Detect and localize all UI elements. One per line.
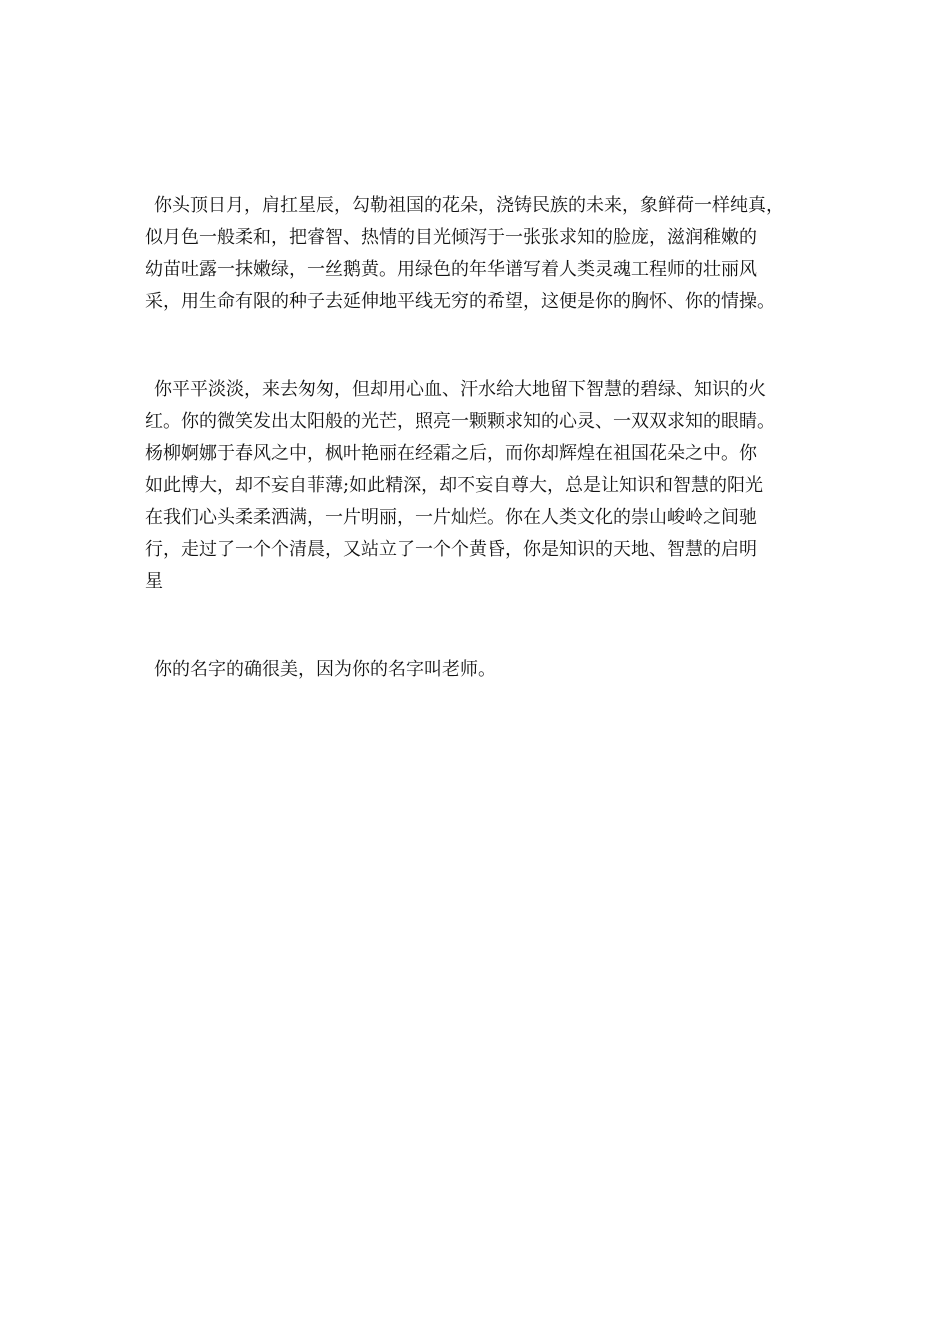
paragraph-3 [145, 654, 825, 686]
text-line: 星 [145, 571, 163, 592]
text-line: 似月色一般柔和，把睿智、热情的目光倾泻于一张张求知的脸庞，滋润稚嫩的 [145, 227, 757, 248]
text-line: 幼苗吐露一抹嫩绿，一丝鹅黄。用绿色的年华谱写着人类灵魂工程师的壮丽风 [145, 259, 757, 280]
text-line: 行，走过了一个个清晨，又站立了一个个黄昏，你是知识的天地、智慧的启明 [145, 539, 757, 560]
text-line: 杨柳婀娜于春风之中，枫叶艳丽在经霜之后，而你却辉煌在祖国花朵之中。你 [145, 443, 757, 464]
text-line: 在我们心头柔柔洒满，一片明丽，一片灿烂。你在人类文化的崇山峻岭之间驰 [145, 507, 757, 528]
document-body [145, 190, 825, 686]
paragraph-1 [145, 190, 825, 318]
text-line: 红。你的微笑发出太阳般的光芒，照亮一颗颗求知的心灵、一双双求知的眼睛。 [145, 411, 775, 432]
text-line: 你平平淡淡，来去匆匆，但却用心血、汗水给大地留下智慧的碧绿、知识的火 [154, 379, 766, 400]
text-line: 你的名字的确很美，因为你的名字叫老师。 [154, 659, 496, 680]
text-line: 采，用生命有限的种子去延伸地平线无穷的希望，这便是你的胸怀、你的情操。 [145, 291, 775, 312]
text-line: 你头顶日月，肩扛星辰，勾勒祖国的花朵，浇铸民族的未来，象鲜荷一样纯真， [154, 195, 784, 216]
text-line: 如此博大，却不妄自菲薄;如此精深，却不妄自尊大，总是让知识和智慧的阳光 [145, 475, 764, 496]
paragraph-2 [145, 374, 825, 598]
